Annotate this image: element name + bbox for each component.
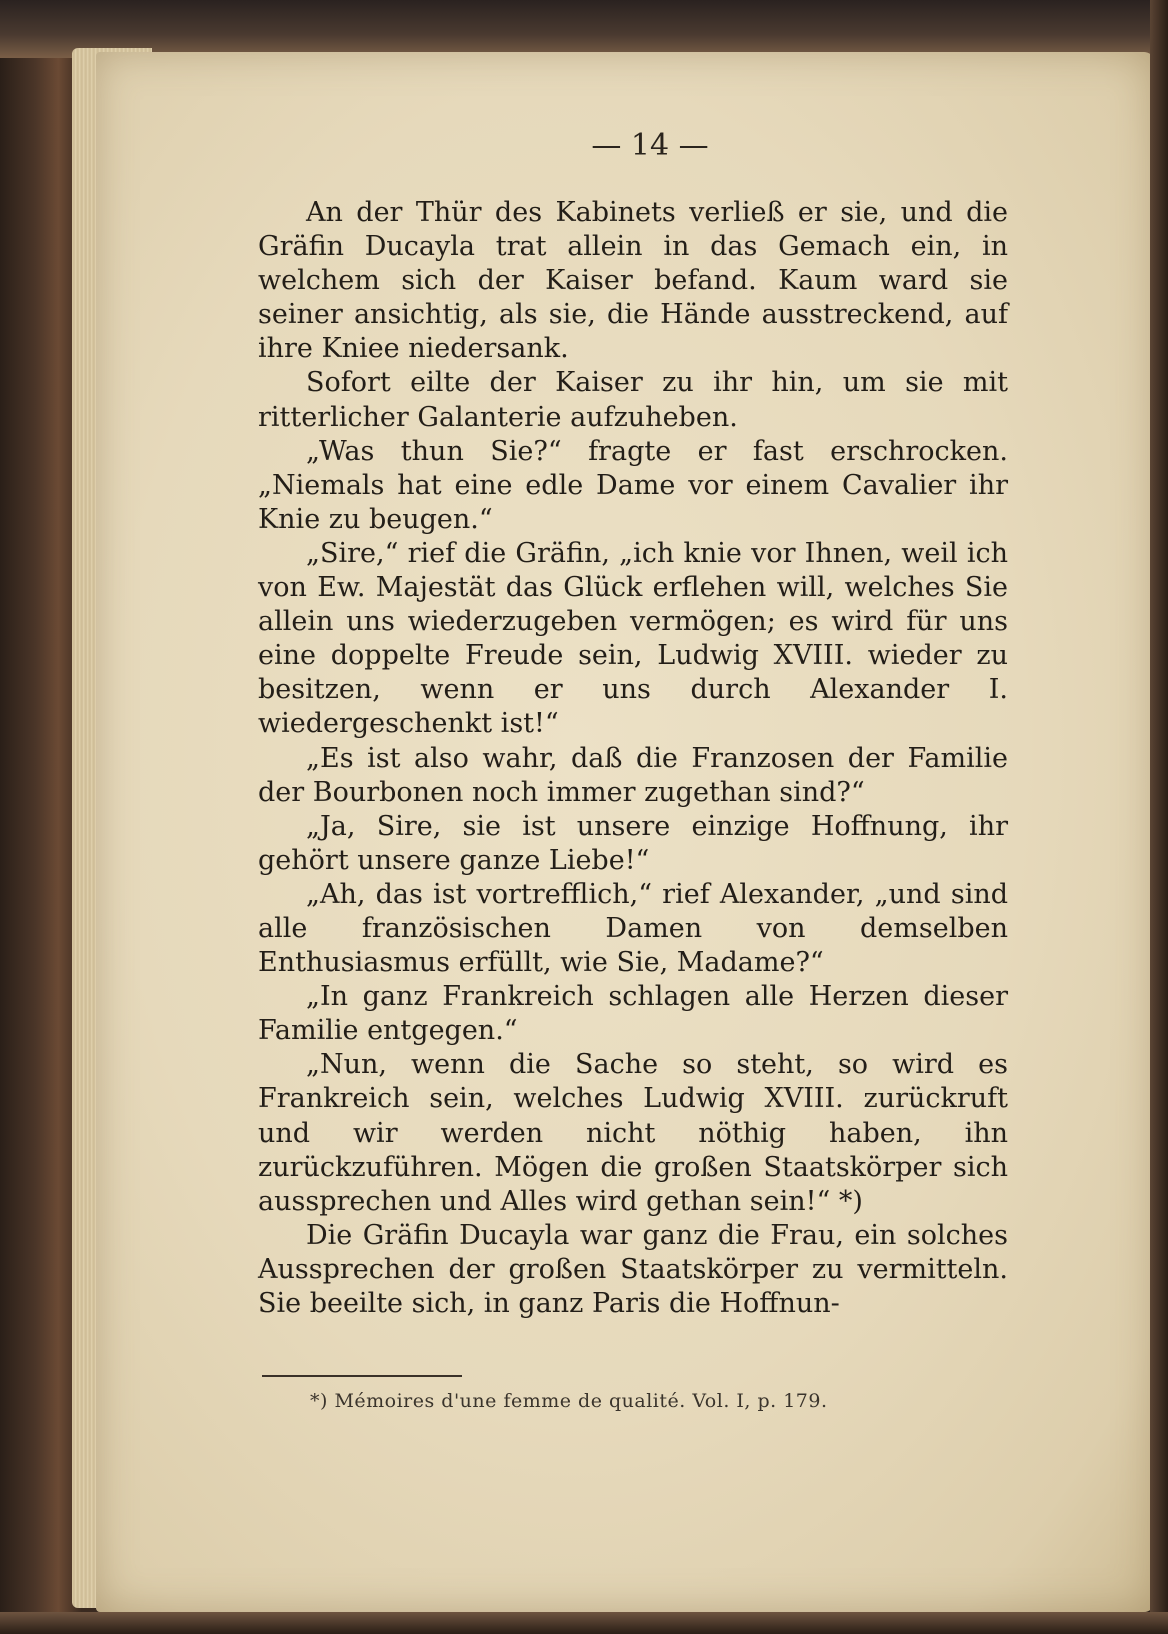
paragraph: An der Thür des Kabinets verließ er sie, und die Gräfin Ducayla trat allein in das Gemach ein, in welchem sich der Kaiser befand. Kaum ward sie seiner ansichtig, als sie, die Hände ausstreckend, auf ihre Kniee niedersank. — [258, 197, 1008, 365]
paragraph: Sofort eilte der Kaiser zu ihr hin, um sie mit ritterlicher Galanterie aufzuheben. — [258, 367, 1008, 433]
paragraph: Die Gräfin Ducayla war ganz die Frau, ein solches Aussprechen der großen Staatskörper zu vermitteln. Sie beeilte sich, in ganz Paris die Hoffnun- — [258, 1219, 1008, 1319]
book-cover-bottom — [0, 1612, 1168, 1634]
paragraph: „Ja, Sire, sie ist unsere einzige Hoffnung, ihr gehört unsere ganze Liebe!“ — [258, 810, 1008, 876]
book-cover-top — [0, 0, 1168, 58]
body-text — [258, 196, 1008, 1321]
paragraph: „Ah, das ist vortrefflich,“ rief Alexander, „und sind alle französischen Damen von demselben Enthusiasmus erfüllt, wie Sie, Madame?“ — [258, 878, 1008, 979]
book-cover-right — [1150, 0, 1168, 1634]
paragraph: „Nun, wenn die Sache so steht, so wird es Frankreich sein, welches Ludwig XVIII. zurückruft und wir werden nicht nöthig haben, ihn zurückzuführen. Mögen die großen Staatskörper sich aussprechen und Alles wird gethan sein!“ *) — [258, 1049, 1008, 1217]
footnote: *) Mémoires d'une femme de qualité. Vol. I, p. 179. — [310, 1390, 828, 1412]
paragraph: „Es ist also wahr, daß die Franzosen der Familie der Bourbonen noch immer zugethan sind?“ — [258, 742, 1008, 808]
page-number: — 14 — — [591, 128, 709, 163]
paragraph: „Sire,“ rief die Gräfin, „ich knie vor Ihnen, weil ich von Ew. Majestät das Glück erflehen will, welches Sie allein uns wiederzugeben vermögen; es wird für uns eine doppelte Freude sein, Ludwig XVIII. wieder zu besitzen, wenn er uns durch Alexander I. wiedergeschenkt ist!“ — [258, 537, 1008, 740]
paragraph: „In ganz Frankreich schlagen alle Herzen dieser Familie entgegen.“ — [258, 981, 1008, 1047]
footnote-rule — [262, 1375, 462, 1377]
paragraph: „Was thun Sie?“ fragte er fast erschrocken. „Niemals hat eine edle Dame vor einem Cavalier ihr Knie zu beugen.“ — [258, 435, 1008, 535]
